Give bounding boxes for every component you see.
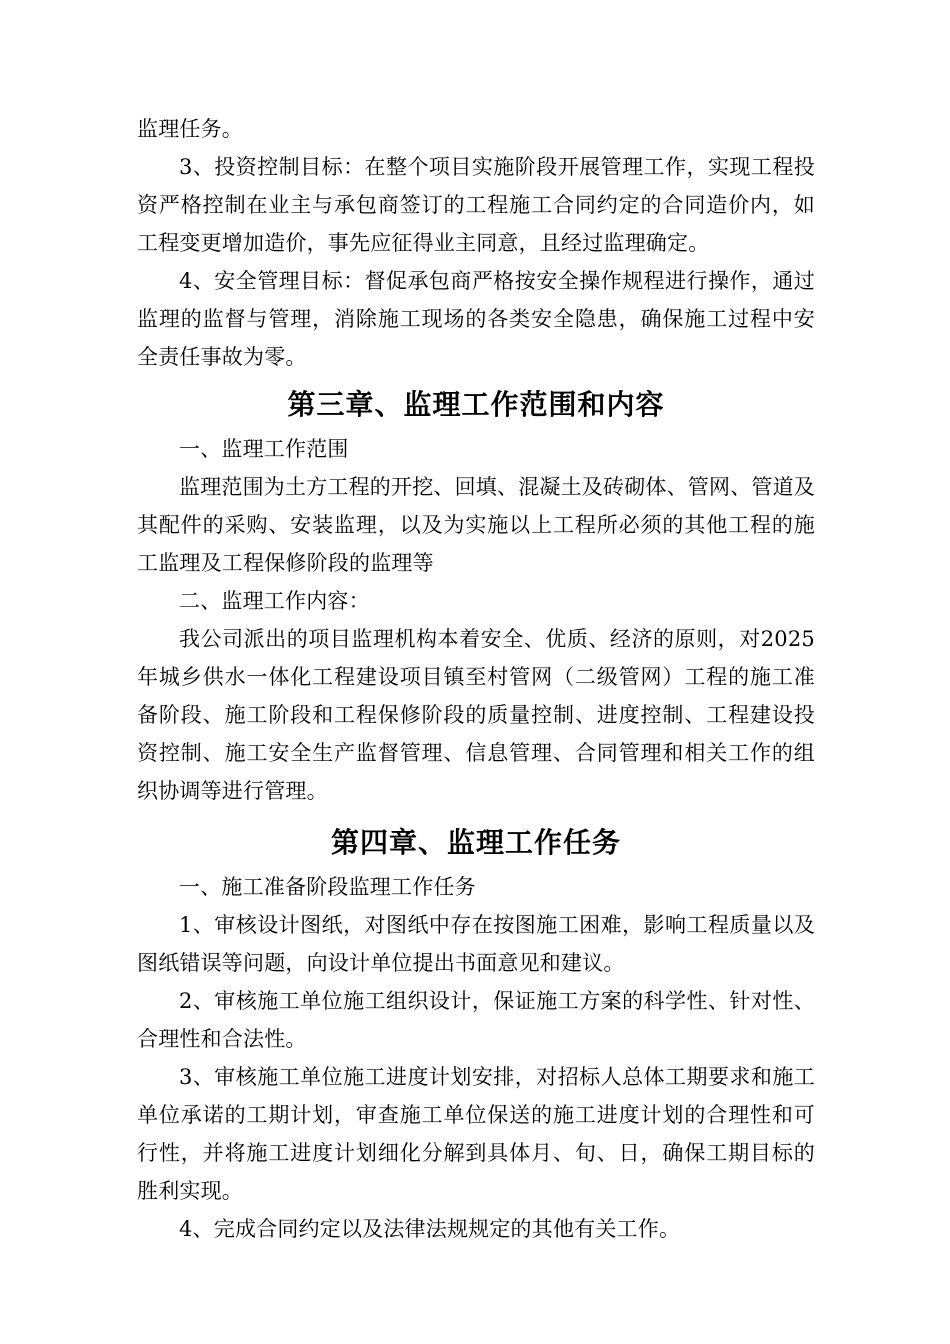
investment-control-goal: 3、投资控制目标：在整个项目实施阶段开展管理工作，实现工程投资严格控制在业主与承包商签订的工程施工合同约定的合同造价内，如工程变更增加造价，事先应征得业主同意，且经过监理确定。 bbox=[137, 155, 815, 255]
document-body bbox=[137, 110, 815, 1248]
chapter-3-title: 第三章、监理工作范围和内容 bbox=[287, 388, 665, 421]
scope-heading: 一、监理工作范围 bbox=[179, 437, 349, 461]
task-item: 3、审核施工单位施工进度计划安排，对招标人总体工期要求和施工单位承诺的工期计划，审查施工单位保送的施工进度计划的合理性和可行性，并将施工进度计划细化分解到具体月、旬、日，确保工期目标的胜利实现。 bbox=[137, 1065, 815, 1203]
content-paragraph: 我公司派出的项目监理机构本着安全、优质、经济的原则，对2025年城乡供水一体化工程建设项目镇至村管网（二级管网）工程的施工准备阶段、施工阶段和工程保修阶段的质量控制、进度控制、工程建设投资控制、施工安全生产监督管理、信息管理、合同管理和相关工作的组织协调等进行管理。 bbox=[137, 627, 815, 803]
task-item: 2、审核施工单位施工组织设计，保证施工方案的科学性、针对性、合理性和合法性。 bbox=[137, 989, 815, 1051]
prep-stage-heading: 一、施工准备阶段监理工作任务 bbox=[179, 875, 476, 899]
task-item: 4、完成合同约定以及法律法规规定的其他有关工作。 bbox=[179, 1217, 681, 1241]
chapter-4-title: 第四章、监理工作任务 bbox=[330, 826, 621, 859]
content-heading: 二、监理工作内容： bbox=[179, 589, 370, 613]
task-item: 1、审核设计图纸，对图纸中存在按图施工困难，影响工程质量以及图纸错误等问题，向设计单位提出书面意见和建议。 bbox=[137, 913, 815, 975]
safety-management-goal: 4、安全管理目标：督促承包商严格按安全操作规程进行操作，通过监理的监督与管理，消除施工现场的各类安全隐患，确保施工过程中安全责任事故为零。 bbox=[137, 269, 815, 369]
scope-paragraph: 监理范围为土方工程的开挖、回填、混凝土及砖砌体、管网、管道及其配件的采购、安装监理，以及为实施以上工程所必须的其他工程的施工监理及工程保修阶段的监理等 bbox=[137, 475, 815, 575]
intro-tail-paragraph: 监理任务。 bbox=[137, 117, 243, 141]
